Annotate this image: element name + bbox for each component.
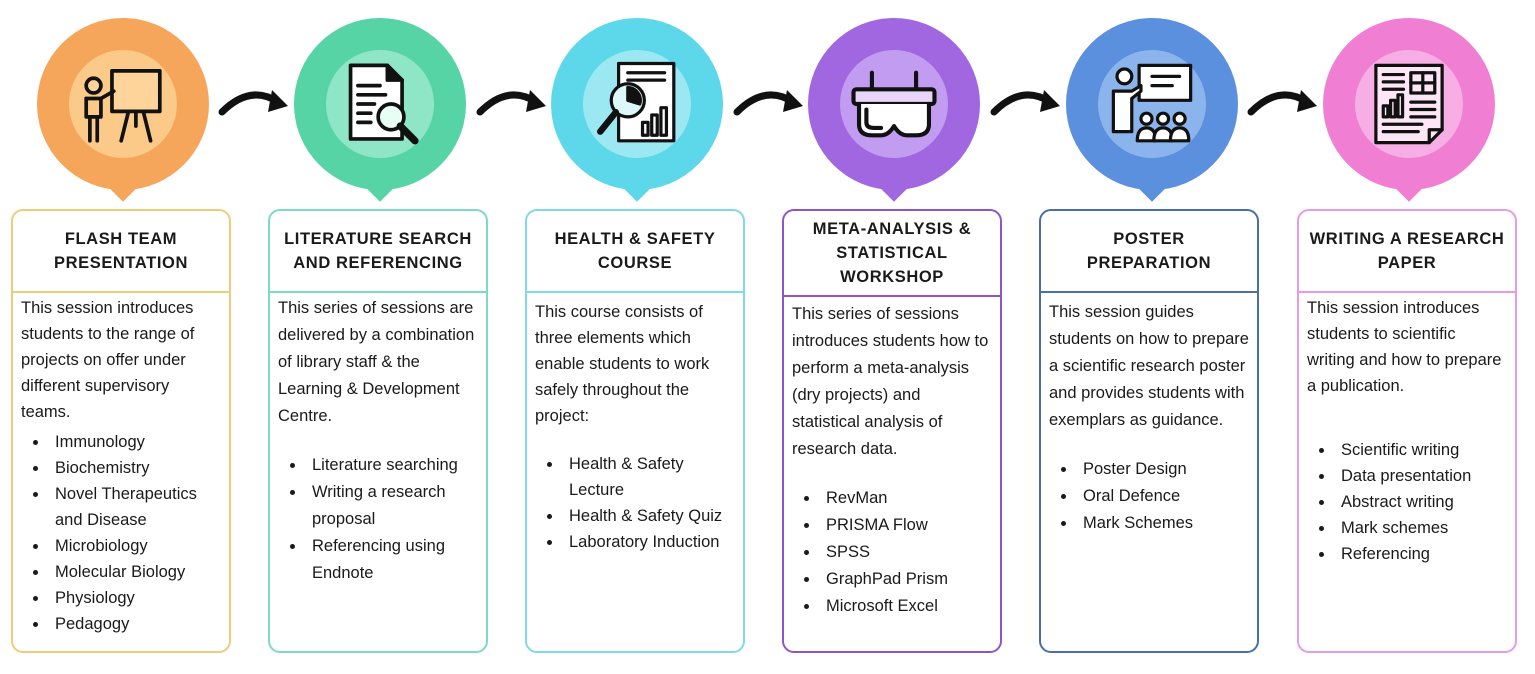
step-5-list <box>1049 456 1249 537</box>
document-search-icon <box>334 58 426 150</box>
step-4-card <box>782 209 1002 653</box>
flow-arrow-2 <box>474 80 552 124</box>
list-item: SPSS <box>814 539 992 566</box>
step-3-description: This course consists of three elements which enable students to work safely throughout the project: <box>535 303 710 425</box>
list-item: Scientific writing <box>1329 437 1507 463</box>
step-3-list <box>535 451 735 555</box>
list-item: Literature searching <box>300 452 478 479</box>
list-item: Molecular Biology <box>43 559 221 585</box>
step-6-title: WRITING A RESEARCH PAPER <box>1299 211 1515 293</box>
step-1-card <box>11 209 231 653</box>
step-6-card <box>1297 209 1517 653</box>
flow-arrow-3 <box>731 80 809 124</box>
step-5-pin <box>1066 18 1238 200</box>
step-2-pin <box>294 18 466 200</box>
list-item: Data presentation <box>1329 463 1507 489</box>
list-item: Mark Schemes <box>1071 510 1249 537</box>
step-6-list <box>1307 437 1507 567</box>
step-1-title: FLASH TEAM PRESENTATION <box>13 211 229 293</box>
list-item: Novel Therapeutics and Disease <box>43 481 221 533</box>
step-2-description: This series of sessions are delivered by a combination of library staff & the Learning & Development Centre. <box>278 299 475 425</box>
step-3-title: HEALTH & SAFETY COURSE <box>527 211 743 293</box>
research-paper-icon <box>1363 58 1455 150</box>
list-item: GraphPad Prism <box>814 566 992 593</box>
report-magnifier-icon <box>591 58 683 150</box>
step-4-description: This series of sessions introduces students how to perform a meta-analysis (dry projects) and statistical analysis of research data. <box>792 305 989 458</box>
step-1-description: This session introduces students to the range of projects on offer under different supervisory teams. <box>21 299 195 421</box>
list-item: Referencing <box>1329 541 1507 567</box>
step-1-pin <box>37 18 209 200</box>
list-item: Laboratory Induction <box>557 529 735 555</box>
list-item: Pedagogy <box>43 611 221 637</box>
list-item: Mark schemes <box>1329 515 1507 541</box>
list-item: Oral Defence <box>1071 483 1249 510</box>
list-item: PRISMA Flow <box>814 512 992 539</box>
list-item: Abstract writing <box>1329 489 1507 515</box>
flow-arrow-5 <box>1245 80 1323 124</box>
flow-arrow-4 <box>988 80 1066 124</box>
step-3-pin <box>551 18 723 200</box>
list-item: Health & Safety Lecture <box>557 451 735 503</box>
presenter-board-icon <box>77 58 169 150</box>
list-item: Health & Safety Quiz <box>557 503 735 529</box>
teacher-audience-icon <box>1106 58 1198 150</box>
step-6-pin <box>1323 18 1495 200</box>
list-item: Poster Design <box>1071 456 1249 483</box>
list-item: Physiology <box>43 585 221 611</box>
step-6-description: This session introduces students to scientific writing and how to prepare a publication. <box>1307 299 1502 395</box>
flow-arrow-1 <box>216 80 294 124</box>
step-4-list <box>792 485 992 620</box>
list-item: Writing a research proposal <box>300 479 478 533</box>
list-item: Referencing using Endnote <box>300 533 478 587</box>
list-item: RevMan <box>814 485 992 512</box>
step-5-description: This session guides students on how to prepare a scientific research poster and provides students with exemplars as guidance. <box>1049 303 1249 429</box>
step-4-title: META-ANALYSIS & STATISTICAL WORKSHOP <box>784 211 1000 297</box>
step-3-card <box>525 209 745 653</box>
list-item: Immunology <box>43 429 221 455</box>
list-item: Biochemistry <box>43 455 221 481</box>
step-1-list <box>21 429 221 637</box>
step-5-title: POSTER PREPARATION <box>1041 211 1257 293</box>
step-5-card <box>1039 209 1259 653</box>
step-2-title: LITERATURE SEARCH AND REFERENCING <box>270 211 486 293</box>
step-2-card <box>268 209 488 653</box>
step-4-pin <box>808 18 980 200</box>
step-2-list <box>278 452 478 587</box>
safety-goggles-icon <box>848 58 940 150</box>
list-item: Microbiology <box>43 533 221 559</box>
list-item: Microsoft Excel <box>814 593 992 620</box>
